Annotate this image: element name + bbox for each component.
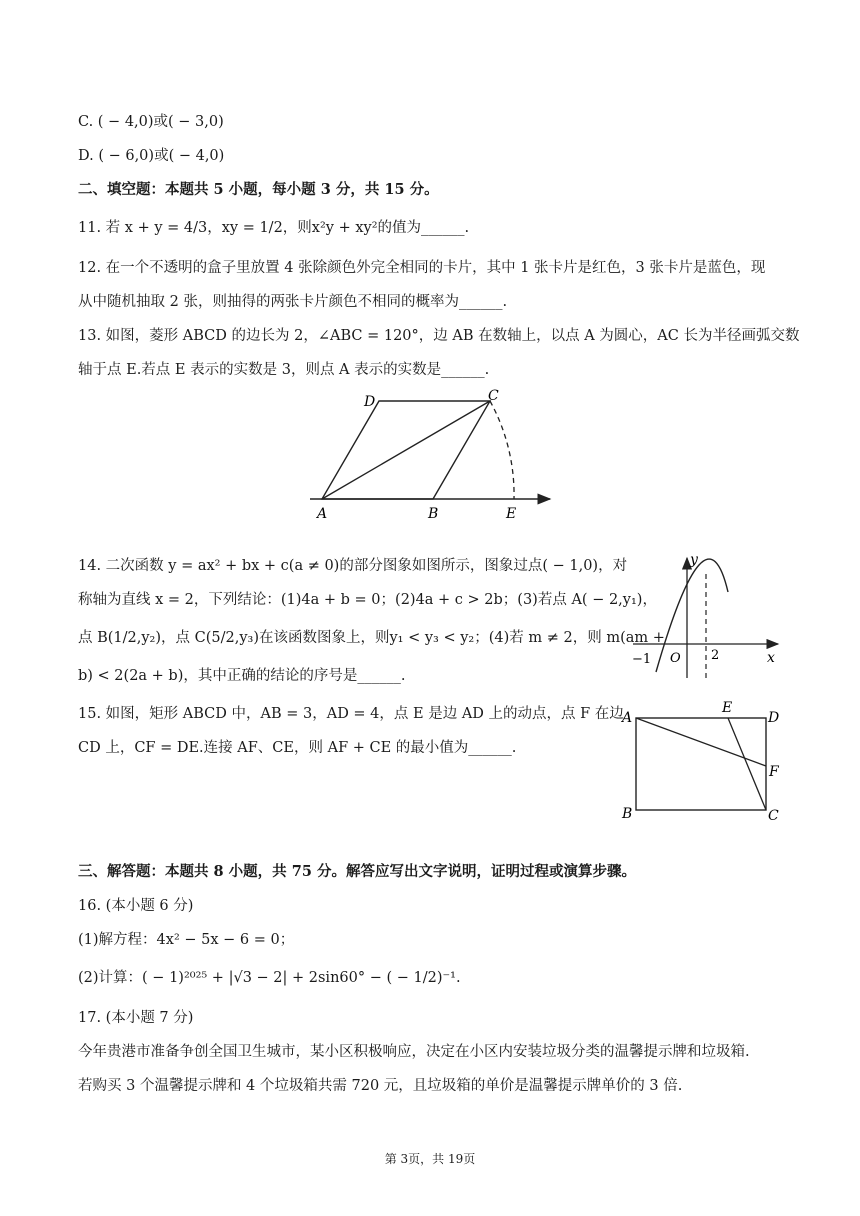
label-e: E (722, 700, 733, 716)
question-14-line2: 称轴为直线 x = 2，下列结论：(1)4a + b = 0；(2)4a + c > 2b；(3)若点 A( − 2,y₁)， (78, 592, 657, 608)
arc-ce (490, 401, 514, 499)
question-17-line1: 今年贵港市准备争创全国卫生城市，某小区积极响应，决定在小区内安装垃圾分类的温馨提示牌和垃圾箱. (78, 1044, 750, 1060)
label-d: D (364, 394, 376, 410)
label-b: B (622, 806, 633, 822)
rectangle-figure (618, 698, 788, 826)
question-16-title: 16. (本小题 6 分) (78, 898, 194, 914)
question-16-part1: (1)解方程：4x² − 5x − 6 = 0； (78, 932, 295, 948)
label-o: O (670, 651, 681, 666)
question-13-line1: 13. 如图，菱形 ABCD 的边长为 2，∠ABC = 120°，边 AB 在数轴上，以点 A 为圆心，AC 长为半径画弧交数 (78, 328, 800, 344)
question-15-line2: CD 上，CF = DE.连接 AF、CE，则 AF + CE 的最小值为______. (78, 740, 517, 756)
label-c: C (488, 388, 499, 404)
question-14-line4: b) < 2(2a + b)，其中正确的结论的序号是______. (78, 668, 406, 684)
label-f: F (769, 764, 779, 780)
rhombus-figure (300, 384, 570, 524)
label-a: A (622, 710, 633, 726)
parabola-figure (628, 548, 788, 688)
option-c: C. ( − 4,0)或( − 3,0) (78, 114, 224, 130)
question-14-line1: 14. 二次函数 y = ax² + bx + c(a ≠ 0)的部分图象如图所示，图象过点( − 1,0)，对 (78, 558, 628, 574)
label-b: B (428, 506, 439, 522)
label-y: y (690, 552, 698, 568)
label-c: C (768, 808, 779, 824)
question-15-line1: 15. 如图，矩形 ABCD 中，AB = 3，AD = 4，点 E 是边 AD 上的动点，点 F 在边 (78, 706, 624, 722)
page-footer: 第 3页，共 19页 (384, 1152, 476, 1166)
question-14-line3: 点 B(1/2,y₂)，点 C(5/2,y₃)在该函数图象上，则y₁ < y₃ < y₂；(4)若 m ≠ 2，则 m(am + (78, 630, 665, 646)
diagonal-ac (322, 401, 490, 499)
section-heading-fill-in: 二、填空题：本题共 5 小题，每小题 3 分，共 15 分。 (78, 181, 439, 198)
question-13-line2: 轴于点 E.若点 E 表示的实数是 3，则点 A 表示的实数是______. (78, 362, 490, 378)
question-12-line2: 从中随机抽取 2 张，则抽得的两张卡片颜色不相同的概率为______. (78, 294, 508, 310)
option-d: D. ( − 6,0)或( − 4,0) (78, 148, 225, 164)
segment-af (636, 718, 766, 766)
question-16-part2: (2)计算：( − 1)²⁰²⁵ + |√3 − 2| + 2sin60° − ( − 1/2)⁻¹. (78, 970, 461, 986)
question-17-line2: 若购买 3 个温馨提示牌和 4 个垃圾箱共需 720 元，且垃圾箱的单价是温馨提示牌单价的 3 倍. (78, 1078, 683, 1094)
label-2: 2 (711, 648, 720, 663)
label-a: A (317, 506, 328, 522)
label-e: E (506, 506, 517, 522)
label-neg1: −1 (632, 652, 652, 667)
section-heading-solutions: 三、解答题：本题共 8 小题，共 75 分。解答应写出文字说明，证明过程或演算步骤。 (78, 863, 636, 880)
question-12-line1: 12. 在一个不透明的盒子里放置 4 张除颜色外完全相同的卡片，其中 1 张卡片是红色，3 张卡片是蓝色，现 (78, 260, 766, 276)
question-17-title: 17. (本小题 7 分) (78, 1010, 194, 1026)
question-11: 11. 若 x + y = 4/3，xy = 1/2，则x²y + xy²的值为______. (78, 220, 470, 236)
label-x: x (767, 650, 775, 666)
label-d: D (768, 710, 780, 726)
